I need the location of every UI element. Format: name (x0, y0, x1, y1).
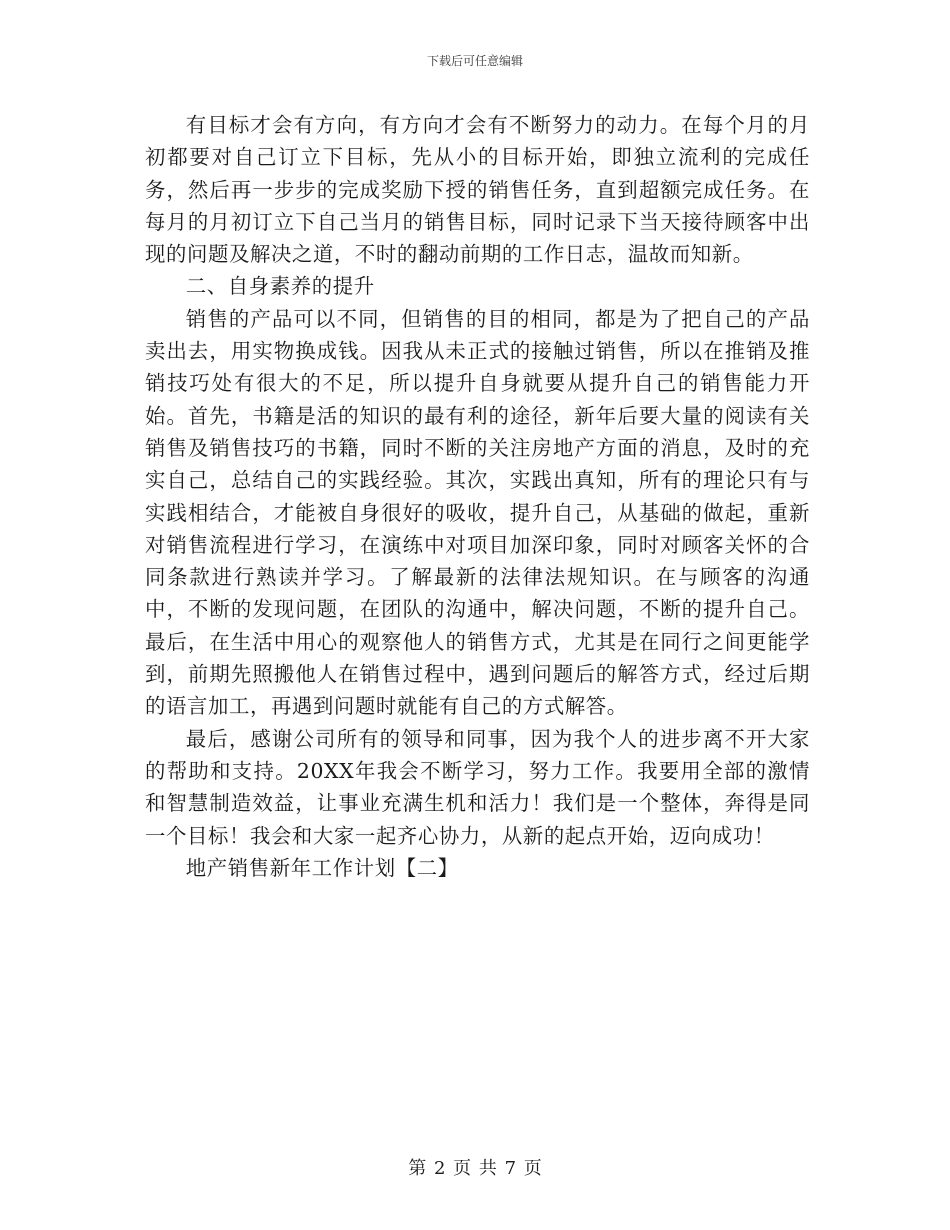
page-header-note: 下载后可任意编辑 (426, 54, 523, 68)
paragraph-goals: 有目标才会有方向，有方向才会有不断努力的动力。在每个月的月初都要对自己订立下目标，先从小的目标开始，即独立流利的完成任务，然后再一步步的完成奖励下授的销售任务，直到超额完成任务。在每月的月初订立下自己当月的销售目标，同时记录下当天接待顾客中出现的问题及解决之道，不时的翻动前期的工作日志，温故而知新。 (145, 113, 810, 267)
paragraph-closing: 最后，感谢公司所有的领导和同事，因为我个人的进步离不开大家的帮助和支持。20XX年我会不断学习，努力工作。我要用全部的激情和智慧制造效益，让事业充满生机和活力！我们是一个整体，奔得是同一个目标！我会和大家一起齐心协力，从新的起点开始，迈向成功！ (145, 726, 810, 848)
document-body (145, 109, 810, 884)
section-heading: 二、自身素养的提升 (185, 274, 375, 299)
next-plan-title: 地产销售新年工作计划【二】 (185, 855, 459, 880)
paragraph-self-improvement: 销售的产品可以不同，但销售的目的相同，都是为了把自己的产品卖出去，用实物换成钱。因我从未正式的接触过销售，所以在推销及推销技巧处有很大的不足，所以提升自身就要从提升自己的销售能力开始。首先，书籍是活的知识的最有利的途径，新年后要大量的阅读有关销售及销售技巧的书籍，同时不断的关注房地产方面的消息，及时的充实自己，总结自己的实践经验。其次，实践出真知，所有的理论只有与实践相结合，才能被自身很好的吸收，提升自己，从基础的做起，重新对销售流程进行学习，在演练中对项目加深印象，同时对顾客关怀的合同条款进行熟读并学习。了解最新的法律法规知识。在与顾客的沟通中，不断的发现问题，在团队的沟通中，解决问题，不断的提升自己。最后，在生活中用心的观察他人的销售方式，尤其是在同行之间更能学到，前期先照搬他人在销售过程中，遇到问题后的解答方式，经过后期的语言加工，再遇到问题时就能有自己的方式解答。 (145, 306, 810, 719)
page-number: 第 2 页 共 7 页 (408, 1158, 542, 1179)
